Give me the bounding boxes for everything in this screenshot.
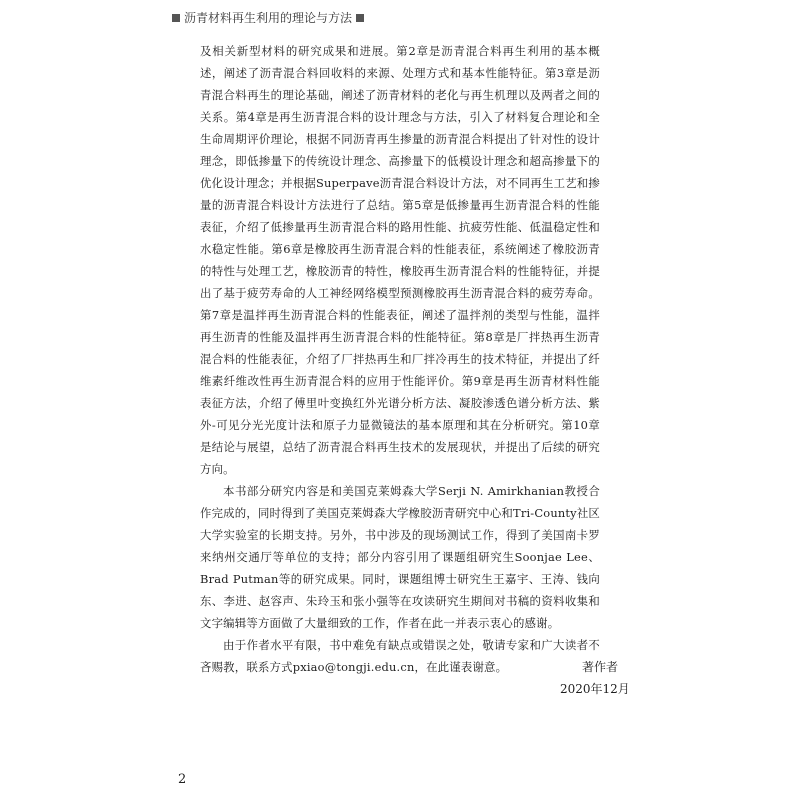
header-square-left-icon <box>172 14 180 22</box>
header-square-right-icon <box>356 14 364 22</box>
signature-author: 著作者 <box>582 660 619 674</box>
page-number: 2 <box>178 772 187 787</box>
signature-date: 2020年12月 <box>560 682 630 696</box>
paragraph-3: 由于作者水平有限，书中难免有缺点或错误之处，敬请专家和广大读者不吝赐教，联系方式pxiao@tongji.edu.cn，在此谨表谢意。 <box>200 638 600 674</box>
signature-block <box>560 656 680 700</box>
paragraph-2: 本书部分研究内容是和美国克莱姆森大学Serji N. Amirkhanian教授合作完成的，同时得到了美国克莱姆森大学橡胶沥青研究中心和Tri-County社区大学实验室的长期支持。另外，书中涉及的现场测试工作，得到了美国南卡罗来纳州交通厅等单位的支持；部分内容引用了课题组研究生Soonjae Lee、Brad Putman等的研究成果。同时，课题组博士研究生王嘉宇、王涛、钱向东、李进、赵容声、朱玲玉和张小强等在攻读研究生期间对书稿的资料收集和文字编辑等方面做了大量细致的工作，作者在此一并表示衷心的感谢。 <box>200 484 600 630</box>
paragraph-1: 及相关新型材料的研究成果和进展。第2章是沥青混合料再生利用的基本概述，阐述了沥青混合料回收料的来源、处理方式和基本性能特征。第3章是沥青混合料再生的理论基础，阐述了沥青材料的老化与再生机理以及两者之间的关系。第4章是再生沥青混合料的设计理念与方法，引入了材料复合理论和全生命周期评价理论，根据不同沥青再生掺量的沥青混合料提出了针对性的设计理念，即低掺量下的传统设计理念、高掺量下的低模设计理念和超高掺量下的优化设计理念；并根据Superpave沥青混合料设计方法，对不同再生工艺和掺量的沥青混合料设计方法进行了总结。第5章是低掺量再生沥青混合料的性能表征，介绍了低掺量再生沥青混合料的路用性能、抗疲劳性能、低温稳定性和水稳定性能。第6章是橡胶再生沥青混合料的性能表征，系统阐述了橡胶沥青的特性与处理工艺，橡胶沥青的特性，橡胶再生沥青混合料的性能特征，并提出了基于疲劳寿命的人工神经网络模型预测橡胶再生沥青混合料的疲劳寿命。第7章是温拌再生沥青混合料的性能表征，阐述了温拌剂的类型与性能，温拌再生沥青的性能及温拌再生沥青混合料的性能特征。第8章是厂拌热再生沥青混合料的性能表征，介绍了厂拌热再生和厂拌冷再生的技术特征，并提出了纤维素纤维改性再生沥青混合料的应用于性能评价。第9章是再生沥青材料性能表征方法，介绍了傅里叶变换红外光谱分析方法、凝胶渗透色谱分析方法、紫外-可见分光光度计法和原子力显微镜法的基本原理和其在分析研究。第10章是结论与展望，总结了沥青混合料再生技术的发展现状，并提出了后续的研究方向。 <box>200 44 600 476</box>
body-text <box>200 40 600 678</box>
running-header <box>172 9 364 26</box>
header-title: 沥青材料再生利用的理论与方法 <box>184 11 353 25</box>
